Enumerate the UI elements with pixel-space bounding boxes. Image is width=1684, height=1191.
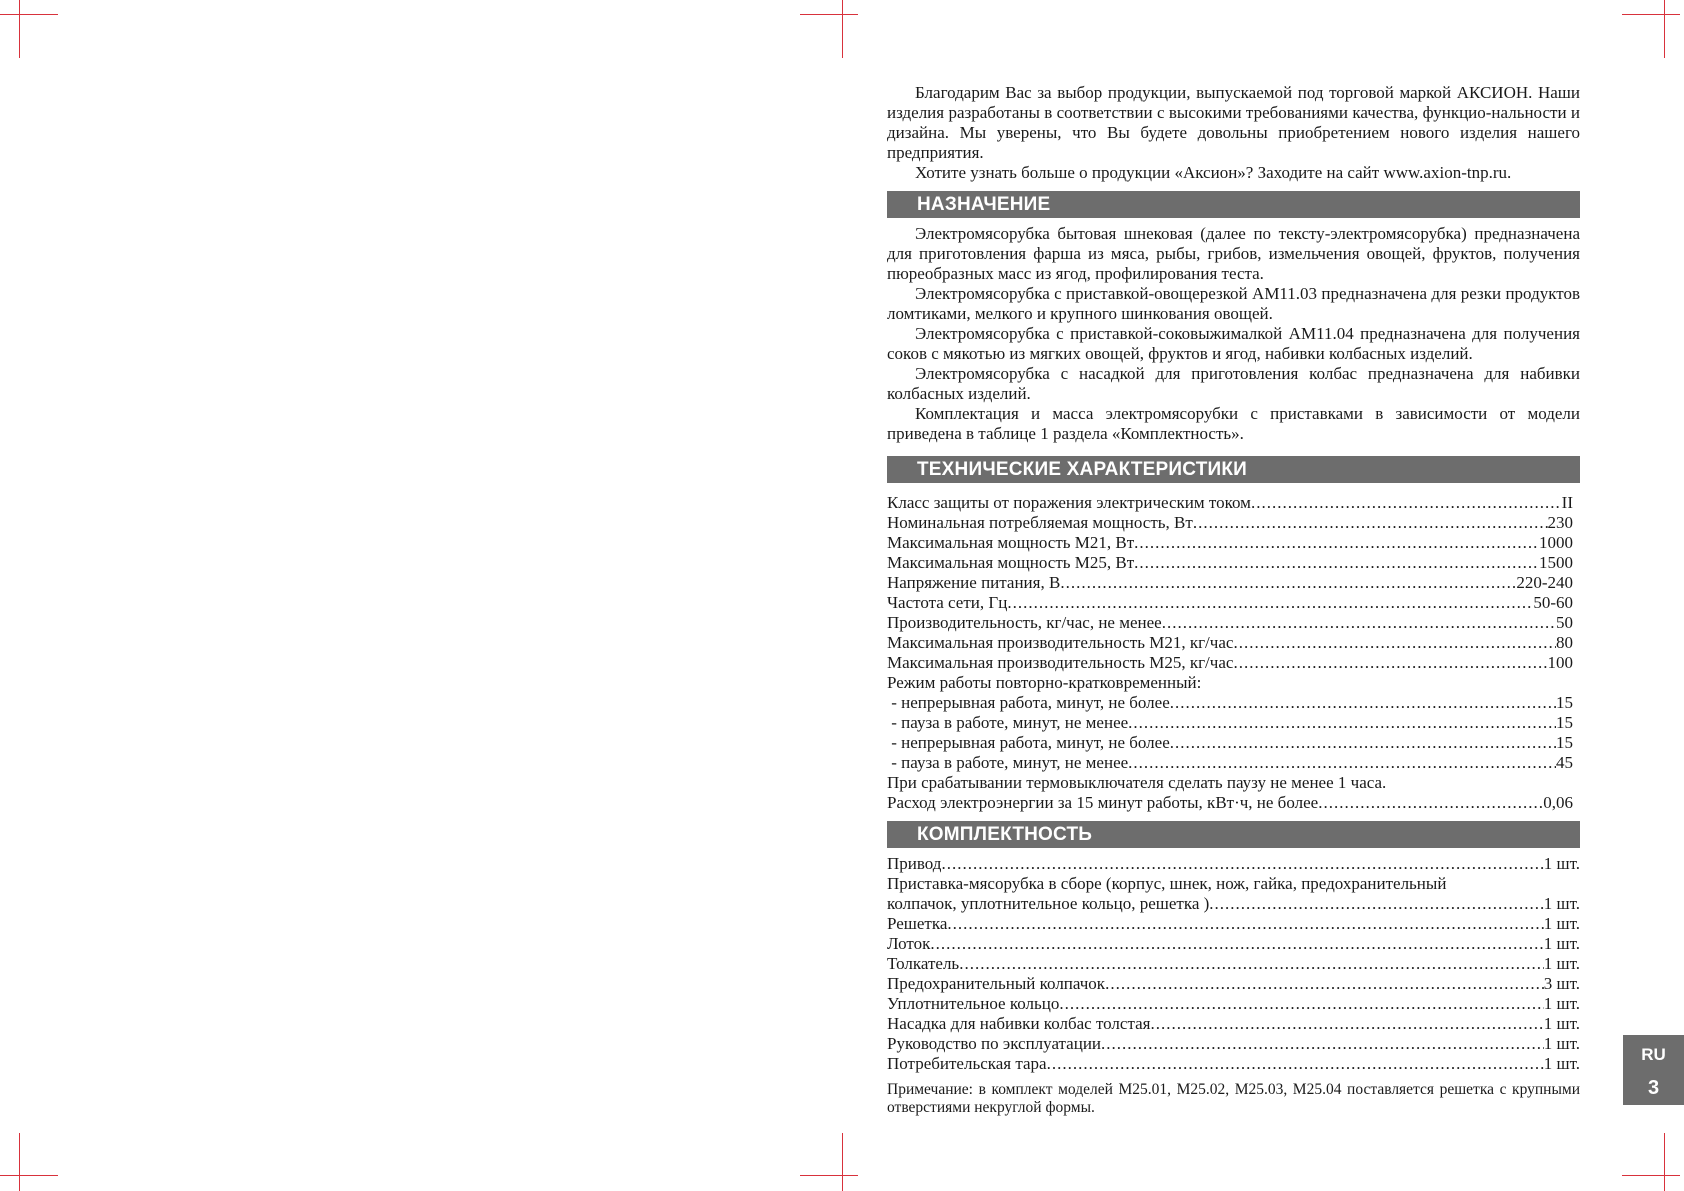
page-tab bbox=[1623, 1035, 1684, 1105]
kit-note: Примечание: в комплект моделей М25.01, М25.02, М25.03, М25.04 поставляется решетка с крупными отверстиями некруглой формы. bbox=[887, 1081, 1580, 1116]
purpose-paragraph: Электромясорубка с приставкой-соковыжималкой АМ11.04 предназначена для получения соков с мякотью из мягких овощей, фруктов и ягод, набивки колбасных изделий. bbox=[887, 324, 1580, 363]
spec-row: Максимальная производительность М21, кг/час ..... 80 bbox=[887, 633, 1580, 653]
section-header-purpose: НАЗНАЧЕНИЕ bbox=[887, 191, 1580, 218]
purpose-paragraph: Комплектация и масса электромясорубки с приставками в зависимости от модели приведена в таблице 1 раздела «Комплектность». bbox=[887, 404, 1580, 443]
page-number: 3 bbox=[1647, 1077, 1660, 1099]
kit-row: Решетка ..... 1 шт. bbox=[887, 914, 1580, 934]
kit-list bbox=[887, 854, 1580, 1074]
section-header-kit: КОМПЛЕКТНОСТЬ bbox=[887, 821, 1580, 848]
spec-row: Номинальная потребляемая мощность, Вт ..... 230 bbox=[887, 513, 1580, 533]
spec-mode-row: - пауза в работе, минут, не менее ..... 15 bbox=[887, 713, 1580, 733]
purpose-paragraph: Электромясорубка с приставкой-овощерезкой АМ11.03 предназначена для резки продуктов ломтиками, мелкого и крупного шинкования овощей. bbox=[887, 284, 1580, 323]
spec-row: Напряжение питания, В ..... 220-240 bbox=[887, 573, 1580, 593]
purpose-paragraph: Электромясорубка бытовая шнековая (далее по тексту-электромясорубка) предназначена для приготовления фарша из мяса, рыбы, грибов, измельчения овощей, фруктов, получения пюреобразных масс из ягод, профилирования теста. bbox=[887, 224, 1580, 283]
spec-mode-row: - пауза в работе, минут, не менее ..... 45 bbox=[887, 753, 1580, 773]
section-header-specs: ТЕХНИЧЕСКИЕ ХАРАКТЕРИСТИКИ bbox=[887, 456, 1580, 483]
purpose-paragraph: Электромясорубка с насадкой для приготовления колбас предназначена для набивки колбасных изделий. bbox=[887, 364, 1580, 403]
spec-mode-row: - непрерывная работа, минут, не более ..... 15 bbox=[887, 693, 1580, 713]
kit-row: Потребительская тара ..... 1 шт. bbox=[887, 1054, 1580, 1074]
spec-list bbox=[887, 493, 1580, 813]
language-code: RU bbox=[1641, 1045, 1666, 1064]
kit-row-line: Приставка-мясорубка в сборе (корпус, шнек, нож, гайка, предохранительный bbox=[887, 874, 1447, 893]
spec-mode-title: Режим работы повторно-кратковременный: bbox=[887, 673, 1202, 692]
spec-row: Производительность, кг/час, не менее ..... 50 bbox=[887, 613, 1580, 633]
kit-row: колпачок, уплотнительное кольцо, решетка ) ..... 1 шт. bbox=[887, 894, 1580, 914]
kit-row: Уплотнительное кольцо ..... 1 шт. bbox=[887, 994, 1580, 1014]
spec-row: Класс защиты от поражения электрическим током ..... II bbox=[887, 493, 1580, 513]
spec-row: Расход электроэнергии за 15 минут работы, кВт·ч, не более ..... 0,06 bbox=[887, 793, 1580, 813]
document-page bbox=[887, 83, 1580, 1117]
kit-row: Привод ..... 1 шт. bbox=[887, 854, 1580, 874]
intro-website-paragraph: Хотите узнать больше о продукции «Аксион»? Заходите на сайт www.axion-tnp.ru. bbox=[915, 163, 1512, 182]
intro-paragraph: Благодарим Вас за выбор продукции, выпускаемой под торговой маркой АКСИОН. Наши изделия разработаны в соответствии с высокими требованиями качества, функцио-нальности и дизайна. Мы уверены, что Вы будете довольны приобретением нового изделия нашего предприятия. bbox=[887, 83, 1580, 162]
thermo-note: При срабатывании термовыключателя сделать паузу не менее 1 часа. bbox=[887, 773, 1387, 792]
spec-row: Максимальная мощность М21, Вт ..... 1000 bbox=[887, 533, 1580, 553]
kit-row: Руководство по эксплуатации ..... 1 шт. bbox=[887, 1034, 1580, 1054]
kit-row: Насадка для набивки колбас толстая ..... 1 шт. bbox=[887, 1014, 1580, 1034]
kit-row: Предохранительный колпачок ..... 3 шт. bbox=[887, 974, 1580, 994]
spec-row: Частота сети, Гц ..... 50-60 bbox=[887, 593, 1580, 613]
kit-row: Лоток ..... 1 шт. bbox=[887, 934, 1580, 954]
kit-row: Толкатель ..... 1 шт. bbox=[887, 954, 1580, 974]
spec-row: Максимальная мощность М25, Вт ..... 1500 bbox=[887, 553, 1580, 573]
spec-row: Максимальная производительность М25, кг/час ..... 100 bbox=[887, 653, 1580, 673]
spec-mode-row: - непрерывная работа, минут, не более ..... 15 bbox=[887, 733, 1580, 753]
